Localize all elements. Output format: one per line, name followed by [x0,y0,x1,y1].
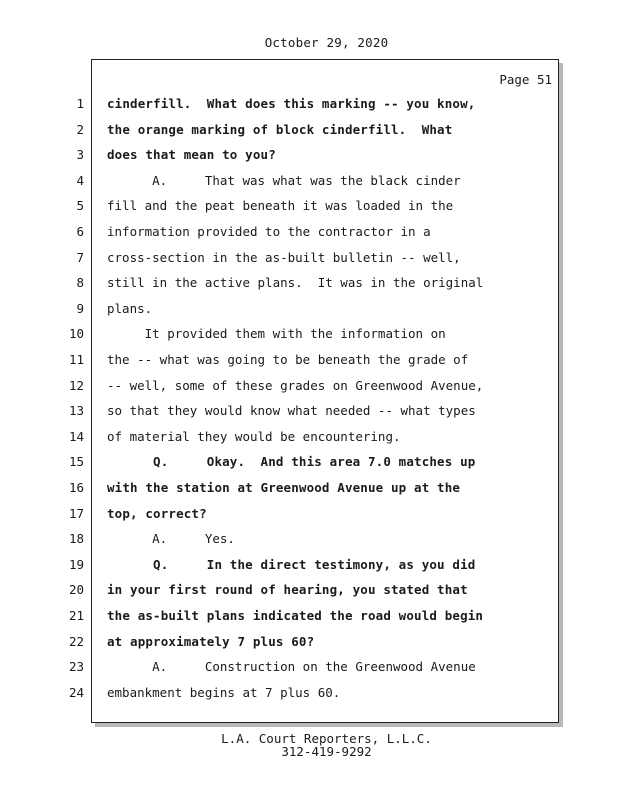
line-text: at approximately 7 plus 60? [107,633,315,649]
line-text: plans. [107,300,153,316]
line-text: still in the active plans. It was in the original [107,275,484,291]
line-number: 21 [68,608,84,623]
line-text: the as-built plans indicated the road would begin [107,608,484,623]
line-text: top, correct? [107,505,207,521]
line-text: It provided them with the information on [107,326,446,342]
transcript-date: October 29, 2020 [264,35,389,50]
line-number: 3 [76,147,84,163]
line-number: 23 [68,659,84,675]
footer [0,732,618,758]
line-number: 11 [68,352,84,367]
line-number: 4 [76,172,84,188]
line-number: 12 [68,377,84,393]
line-number: 5 [76,198,84,214]
line-number: 2 [76,121,84,137]
line-number: 13 [68,403,84,419]
line-text: the orange marking of block cinderfill. What [107,121,453,137]
line-text: the -- what was going to be beneath the grade of [107,352,469,367]
line-text: cinderfill. What does this marking -- you know, [107,96,476,111]
line-number: 17 [68,505,84,521]
line-text: A. Construction on the Greenwood Avenue [107,659,476,675]
line-text: A. Yes. [107,531,235,547]
line-number: 6 [76,224,84,239]
reporter-company: L.A. Court Reporters, L.L.C. [221,731,432,746]
line-number: 19 [68,556,84,572]
line-number: 15 [68,454,84,470]
line-number: 7 [76,249,84,265]
line-number: 1 [76,96,84,111]
line-number: 20 [68,582,84,598]
line-number: 14 [68,428,84,444]
line-number: 18 [68,531,84,547]
page-number: Page 51 [499,72,552,87]
line-number: 24 [68,684,84,700]
line-text: Q. In the direct testimony, as you did [107,556,476,572]
line-number: 22 [68,633,84,649]
line-number: 8 [76,275,84,291]
line-text: so that they would know what needed -- what types [107,403,476,419]
line-text: -- well, some of these grades on Greenwood Avenue, [107,377,484,393]
line-text: does that mean to you? [107,147,276,163]
line-text: Q. Okay. And this area 7.0 matches up [107,454,476,470]
line-text: embankment begins at 7 plus 60. [107,684,341,700]
line-text: information provided to the contractor in a [107,224,431,239]
line-text: A. That was what was the black cinder [107,172,461,188]
line-text: in your first round of hearing, you stated that [107,582,468,598]
line-text: with the station at Greenwood Avenue up at the [107,480,461,495]
line-text: fill and the peat beneath it was loaded in the [107,198,454,214]
line-number: 9 [76,300,84,316]
line-text: of material they would be encountering. [107,428,401,444]
reporter-phone: 312-419-9292 [281,744,372,759]
line-number: 16 [68,480,84,495]
line-text: cross-section in the as-built bulletin -- well, [107,249,461,265]
line-number: 10 [68,326,84,342]
